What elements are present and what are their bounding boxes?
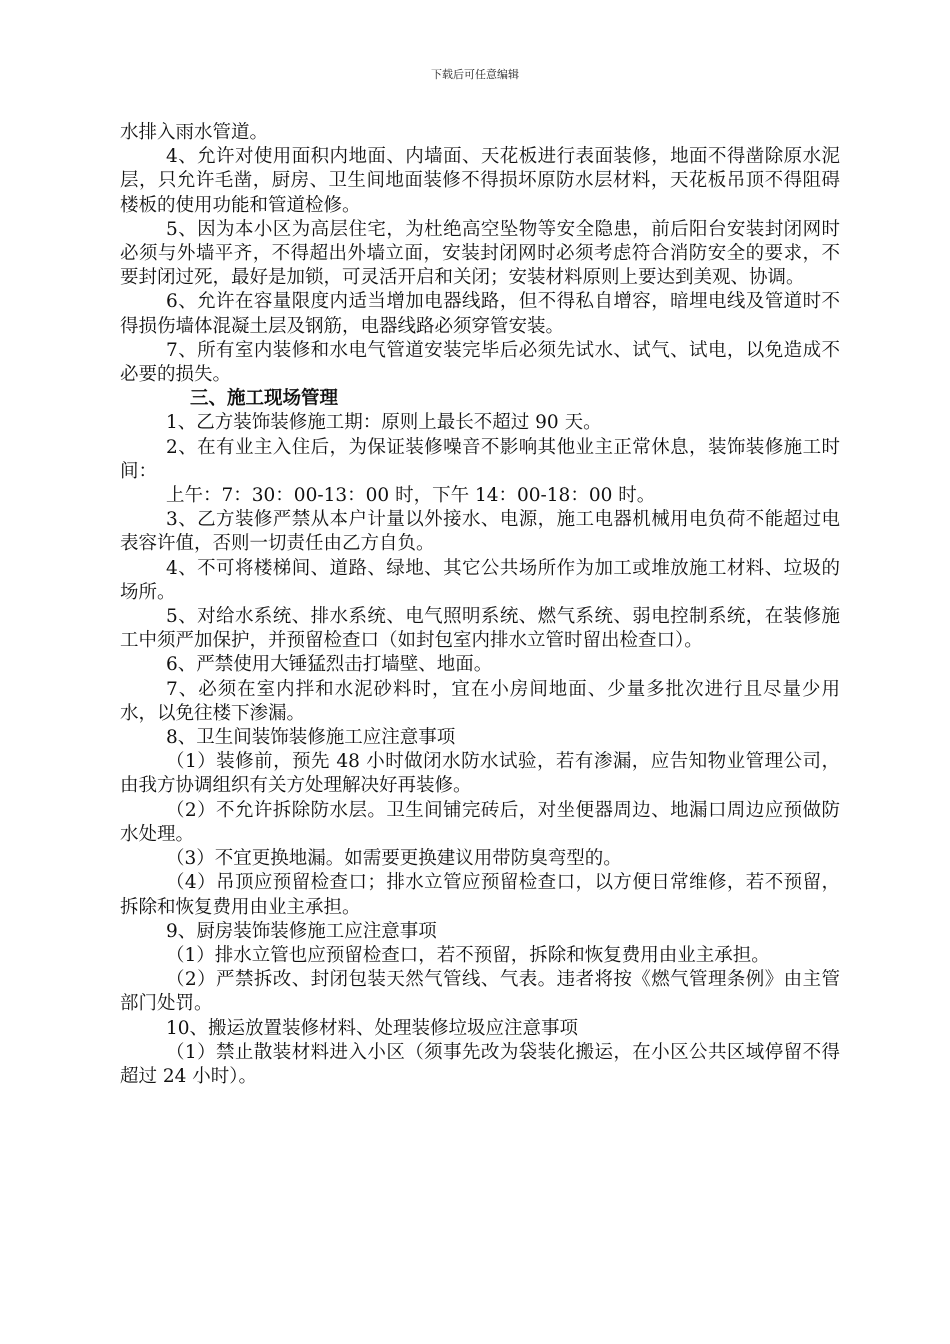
paragraph: 9、厨房装饰装修施工应注意事项 [166,920,437,942]
paragraph: （2）不允许拆除防水层。卫生间铺完砖后，对坐便器周边、地漏口周边应预做防水处理。 [120,799,840,845]
paragraph: （3）不宜更换地漏。如需要更换建议用带防臭弯型的。 [166,848,622,870]
page-header: 下载后可任意编辑 [431,68,519,81]
paragraph: 1、乙方装饰装修施工期：原则上最长不超过 90 天。 [166,412,602,434]
paragraph: 水排入雨水管道。 [120,122,269,143]
paragraph: 5、因为本小区为高层住宅，为杜绝高空坠物等安全隐患，前后阳台安装封闭网时必须与外墙平齐，不得超出外墙立面，安装封闭网时必须考虑符合消防安全的要求，不要封闭过死，最好是加锁，可灵活开启和关闭；安装材料原则上要达到美观、协调。 [120,218,840,289]
section-heading: 三、施工现场管理 [190,388,339,410]
paragraph: 7、所有室内装修和水电气管道安装完毕后必须先试水、试气、试电，以免造成不必要的损失。 [120,339,840,386]
paragraph: 4、允许对使用面积内地面、内墙面、天花板进行表面装修，地面不得凿除原水泥层，只允许毛凿，厨房、卫生间地面装修不得损坏原防水层材料，天花板吊顶不得阻碍楼板的使用功能和管道检修。 [120,146,840,216]
paragraph: （4）吊顶应预留检查口；排水立管应预留检查口，以方便日常维修，若不预留，拆除和恢复费用由业主承担。 [120,872,840,918]
paragraph: 上午：7：30：00-13：00 时，下午 14：00-18：00 时。 [166,485,656,507]
paragraph: 7、必须在室内拌和水泥砂料时，宜在小房间地面、少量多批次进行且尽量少用水，以免往楼下渗漏。 [120,678,840,724]
paragraph: 5、对给水系统、排水系统、电气照明系统、燃气系统、弱电控制系统，在装修施工中须严加保护，并预留检查口（如封包室内排水立管时留出检查口）。 [120,606,840,652]
paragraph: 6、严禁使用大锤猛烈击打墙壁、地面。 [166,654,493,676]
paragraph: 8、卫生间装饰装修施工应注意事项 [166,727,456,749]
paragraph: 3、乙方装修严禁从本户计量以外接水、电源，施工电器机械用电负荷不能超过电表容许值，否则一切责任由乙方自负。 [120,509,840,555]
paragraph: 6、允许在容量限度内适当增加电器线路，但不得私自增容，暗埋电线及管道时不得损伤墙体混凝土层及钢筋，电器线路必须穿管安装。 [120,291,840,337]
paragraph: （1）禁止散装材料进入小区（须事先改为袋装化搬运，在小区公共区域停留不得超过 24 小时）。 [120,1041,840,1087]
paragraph: （2）严禁拆改、封闭包装天然气管线、气表。违者将按《燃气管理条例》由主管部门处罚。 [120,969,840,1015]
paragraph: （1）装修前，预先 48 小时做闭水防水试验，若有渗漏，应告知物业管理公司，由我方协调组织有关方处理解决好再装修。 [120,751,840,797]
paragraph: 2、在有业主入住后，为保证装修噪音不影响其他业主正常休息，装饰装修施工时间： [120,436,840,482]
paragraph: （1）排水立管也应预留检查口，若不预留，拆除和恢复费用由业主承担。 [166,944,770,966]
paragraph: 4、不可将楼梯间、道路、绿地、其它公共场所作为加工或堆放施工材料、垃圾的场所。 [120,557,840,603]
document-body [120,121,840,1089]
paragraph: 10、搬运放置装修材料、处理装修垃圾应注意事项 [166,1017,579,1039]
